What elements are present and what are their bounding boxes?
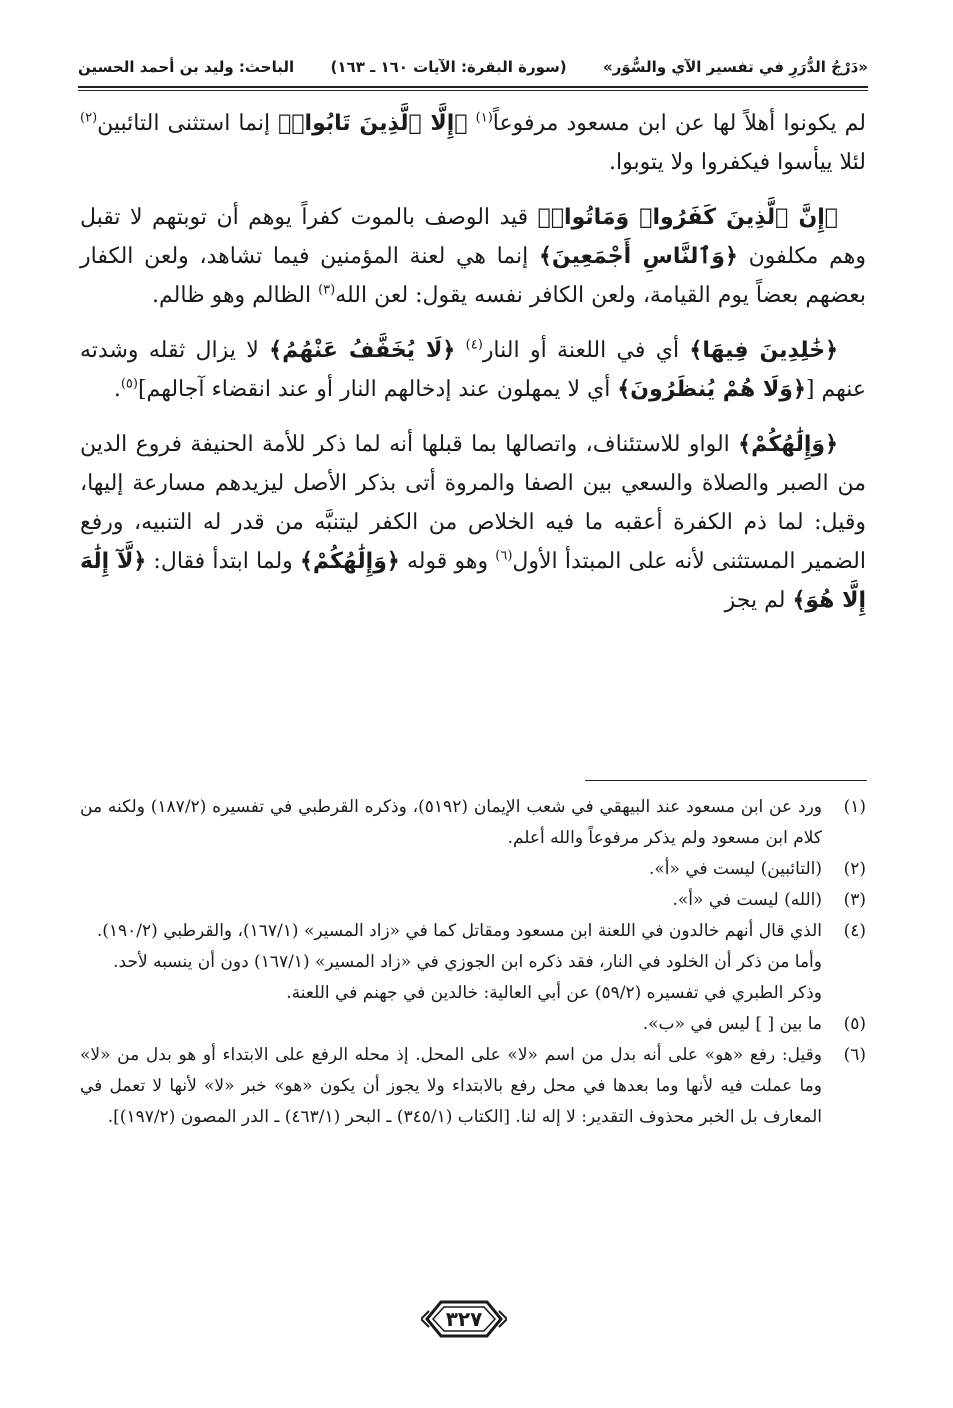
footnote-text: ما بين [ ] ليس في «ب». (642, 1014, 822, 1034)
footnote-ref: (٥) (120, 376, 138, 392)
book-title: «دَرْجُ الدُّرَرِ في تفسير الآي والسُّوَر» (603, 58, 868, 76)
footnote-number: (٤) (843, 921, 866, 941)
footnote-item (80, 885, 866, 916)
quran-quote: ﴿وَٱلنَّاسِ أَجْمَعِينَ﴾ (538, 244, 738, 269)
footnote-text: وأما من ذكر أن الخلود في النار، فقد ذكره ابن الجوزي في «زاد المسير» (١٦٧/١) دون أن ينسبه لأحد. (113, 952, 822, 972)
footnote-separator (585, 780, 867, 781)
text-run (468, 111, 476, 136)
text-run (455, 338, 465, 363)
footnote-item (80, 916, 866, 947)
footnote-ref: (٢) (80, 110, 98, 126)
footnote-ref: (١) (475, 110, 493, 126)
researcher-name: الباحث: وليد بن أحمد الحسين (78, 58, 295, 76)
footnote-text: وذكر الطبري في تفسيره (٥٩/٢) عن أبي العالية: خالدين في جهنم في اللعنة. (286, 983, 822, 1003)
footnote-number: (١) (843, 797, 866, 817)
text-run: لم يجز (724, 588, 793, 613)
footnote-text: وقيل: رفع «هو» على أنه بدل من اسم «لا» على المحل. إذ محله الرفع على الابتداء أو هو بدل من «لا» وما عملت فيه لأنها وما بعدها في محل رفع بالابتداء ولا يجوز أن يكون «هو» خبر «لا» لأنها لا تعمل في المعارف بل الخبر محذوف التقدير: لا إله لنا. [الكتاب (٣٤٥/١) ـ البحر (٤٦٣/١) ـ الدر المصون (١٩٧/٢)]. (80, 1045, 822, 1127)
footnote-number: (٦) (843, 1045, 866, 1065)
quran-quote: ﴿لَا يُخَفَّفُ عَنْهُمُ﴾ (269, 338, 456, 363)
footnote-item (80, 792, 866, 854)
text-run: أي في اللعنة أو النار (482, 338, 690, 363)
quran-quote: ﴿إِلَّا ٱلَّذِينَ تَابُوا۟﴾ (278, 111, 468, 136)
text-run: ولما ابتدأ فقال: (146, 549, 300, 574)
paragraph (80, 198, 866, 315)
footnote-ref: (٣) (318, 282, 336, 298)
footnote-continuation (80, 978, 866, 1009)
footnote-number: (٢) (843, 859, 866, 879)
paragraph (80, 331, 866, 409)
paragraph (80, 104, 866, 182)
text-run: أي لا يمهلون عند إدخالهم النار أو عند انقضاء آجالهم] (137, 377, 618, 402)
text-run: لم يكونوا أهلاً لها عن ابن مسعود مرفوعاً (492, 111, 866, 136)
header-rule (78, 86, 868, 88)
text-run: الواو للاستئناف، واتصالها بما قبلها أنه لما ذكر للأمة الحنيفة فروع الدين من الصبر والصلاة والسعي بين الصفا والمروة أتى بذكر الأصل ليزيدهم مسارعة إليها، وقيل: لما ذم الكفرة أعقبه ما فيه الخلاص من الكفر ليتنبَّه من قدر له التنبيه، ورفع الضمير المستثنى لأنه على المبتدأ الأول (80, 432, 866, 574)
footnote-number: (٣) (843, 890, 866, 910)
main-text (80, 104, 866, 636)
quran-quote: ﴿إِنَّ ٱلَّذِينَ كَفَرُوا۟ وَمَاتُوا۟﴾ (537, 205, 839, 230)
footnote-text: (الله) ليست في «أ». (672, 890, 822, 910)
footnote-ref: (٦) (495, 548, 513, 564)
quran-quote: ﴿لَّآ إِلَٰهَ إِلَّا هُوَ﴾ (80, 549, 866, 613)
footnote-text: الذي قال أنهم خالدون في اللعنة ابن مسعود ومقاتل كما في «زاد المسير» (١٦٧/١)، والقرطبي (١٩٠/٢). (96, 921, 822, 941)
footnote-item (80, 1009, 866, 1040)
quran-quote: ﴿وَإِلَٰهُكُمْ﴾ (738, 432, 838, 457)
text-run: . (113, 377, 121, 402)
footnote-text: (التائبين) ليست في «أ». (648, 859, 822, 879)
footnote-item (80, 1040, 866, 1133)
footnotes (80, 792, 866, 1133)
page-header (78, 50, 868, 84)
footnote-ref: (٤) (465, 337, 483, 353)
text-run: لا يزال ثقله وشدته عنهم [ (80, 338, 866, 402)
page-number-ornament (421, 1298, 507, 1340)
footnote-number: (٥) (843, 1014, 866, 1034)
text-run: لئلا ييأسوا فيكفروا ولا يتوبوا. (608, 150, 866, 175)
text-run: إنما هي لعنة المؤمنين فيما تشاهد، ولعن الكفار بعضهم بعضاً يوم القيامة، ولعن الكافر نفسه يقول: لعن الله (80, 244, 866, 308)
text-run: وهو قوله (399, 549, 496, 574)
text-run: إنما استثنى التائبين (97, 111, 279, 136)
section-title: (سورة البقرة: الآيات ١٦٠ ـ ١٦٣) (330, 58, 567, 76)
text-run: قيد الوصف بالموت كفراً يوهم أن توبتهم لا تقبل وهم مكلفون (80, 205, 866, 269)
footnote-continuation (80, 947, 866, 978)
quran-quote: ﴿وَإِلَٰهُكُمْ﴾ (299, 549, 400, 574)
paragraph (80, 425, 866, 620)
page-number: ٣٢٧ (445, 1307, 483, 1331)
quran-quote: ﴿وَلَا هُمْ يُنظَرُونَ﴾ (617, 377, 806, 402)
text-run: الظالم وهو ظالم. (152, 283, 319, 308)
footnote-text: ورد عن ابن مسعود عند البيهقي في شعب الإيمان (٥١٩٢)، وذكره القرطبي في تفسيره (١٨٧/٢) ولكنه من كلام ابن مسعود ولم يذكر مرفوعاً والله أعلم. (80, 797, 822, 848)
footnote-item (80, 854, 866, 885)
header-rule-thin (78, 90, 868, 91)
quran-quote: ﴿خَٰلِدِينَ فِيهَا﴾ (689, 338, 838, 363)
